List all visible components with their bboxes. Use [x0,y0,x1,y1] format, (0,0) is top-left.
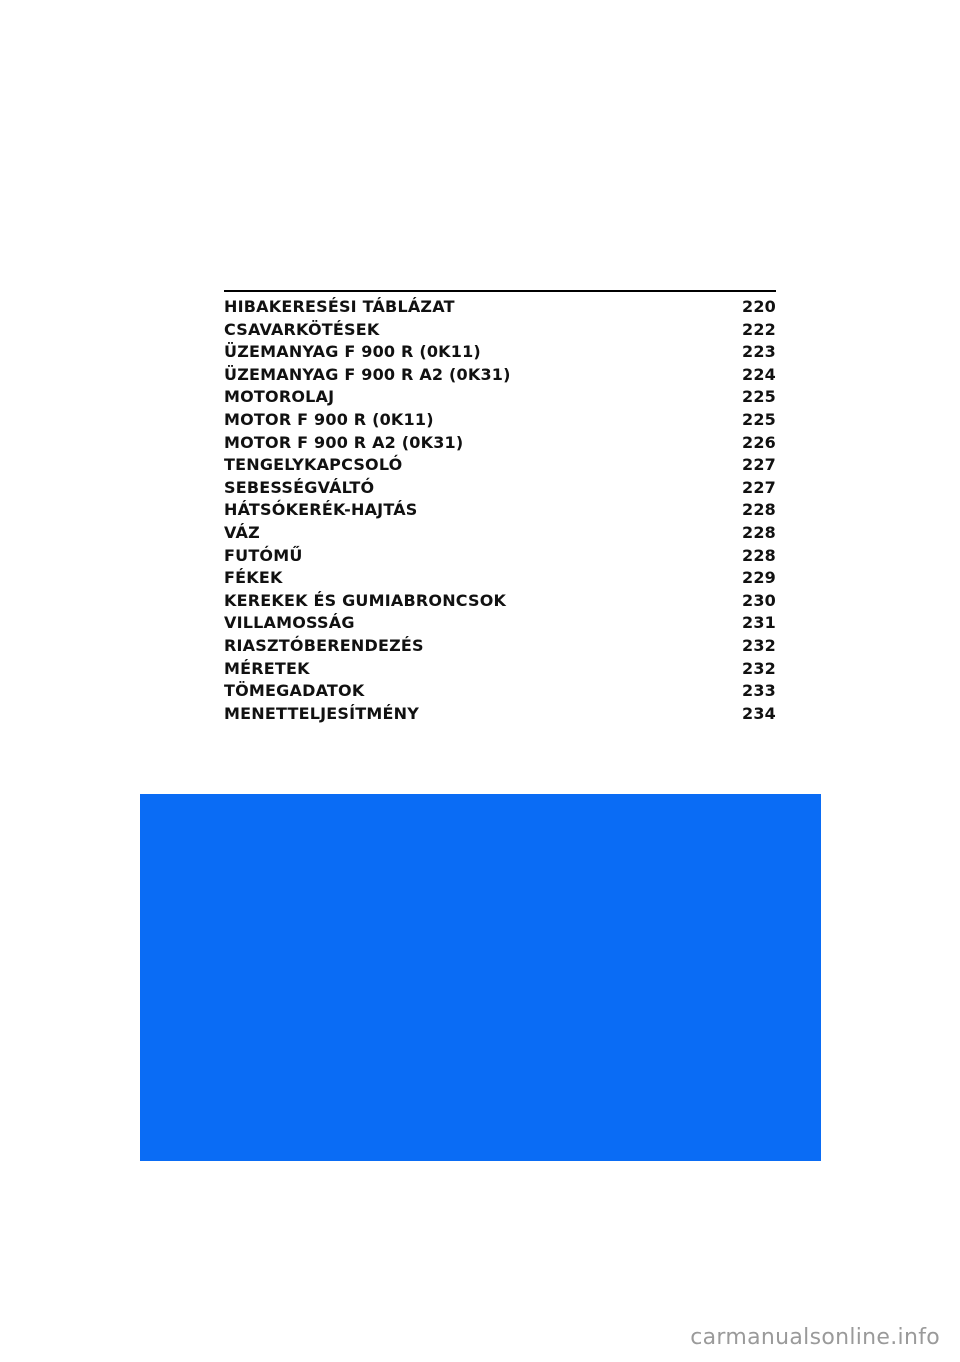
toc-entry [224,364,776,387]
toc-entry-title: VILLAMOSSÁG [224,613,355,633]
toc-entry [224,319,776,342]
toc-entry-page: 229 [742,568,776,588]
toc-entry [224,612,776,635]
toc-entry-page: 231 [742,613,776,633]
toc-entry-title: SEBESSÉGVÁLTÓ [224,477,375,497]
toc-entry [224,590,776,613]
toc-entry-page: 224 [742,364,776,384]
toc-entry-page: 232 [742,658,776,678]
toc-entry-title: MENETTELJESÍTMÉNY [224,703,419,723]
toc-entry [224,409,776,432]
toc-entry-title: HÁTSÓKERÉK-HAJTÁS [224,500,418,520]
toc-entry [224,454,776,477]
toc-entry-title: TENGELYKAPCSOLÓ [224,455,403,475]
toc-entry-title: VÁZ [224,522,260,542]
toc-entry [224,680,776,703]
toc-entry-title: ÜZEMANYAG F 900 R A2 (0K31) [224,364,511,384]
toc-entry [224,635,776,658]
toc-entry-title: HIBAKERESÉSI TÁBLÁZAT [224,297,455,316]
chapter-color-block [140,794,821,1161]
watermark: carmanualsonline.info [690,1325,940,1350]
toc-entry-page: 225 [742,409,776,429]
toc-entry [224,296,776,319]
toc-entry [224,499,776,522]
toc-entry-title: MÉRETEK [224,658,310,678]
toc-entry-page: 225 [742,387,776,407]
toc-entry-title: MOTOR F 900 R A2 (0K31) [224,432,464,452]
toc-entry-page: 223 [742,342,776,362]
toc-entry-page: 227 [742,455,776,475]
toc-entry-title: RIASZTÓBERENDEZÉS [224,635,424,655]
toc-entry-page: 228 [742,522,776,542]
toc-entry [224,703,776,726]
toc-entry [224,477,776,500]
toc-entry-page: 222 [742,319,776,339]
toc-entry [224,658,776,681]
toc-entry-page: 228 [742,545,776,565]
toc-entry-title: FUTÓMŰ [224,545,303,565]
toc-entry [224,545,776,568]
toc-entry-page: 232 [742,635,776,655]
toc-entry-title: FÉKEK [224,568,283,588]
toc-entry-page: 228 [742,500,776,520]
toc-entry-page: 233 [742,681,776,701]
toc-entry-page: 220 [742,297,776,316]
toc-entry-page: 230 [742,590,776,610]
toc-entry [224,567,776,590]
toc-entry-title: CSAVARKÖTÉSEK [224,319,380,339]
toc-entry-title: MOTOR F 900 R (0K11) [224,409,434,429]
toc-entry [224,341,776,364]
toc-entry-page: 227 [742,477,776,497]
toc-entry-page: 234 [742,703,776,723]
table-of-contents [224,290,776,725]
toc-entry-title: MOTOROLAJ [224,387,335,407]
toc-entry [224,432,776,455]
toc-entry-title: KEREKEK ÉS GUMIABRONCSOK [224,590,507,610]
toc-entry-title: ÜZEMANYAG F 900 R (0K11) [224,342,481,362]
toc-entry [224,522,776,545]
toc-entry-page: 226 [742,432,776,452]
toc-entry [224,386,776,409]
toc-entry-title: TÖMEGADATOK [224,681,365,701]
